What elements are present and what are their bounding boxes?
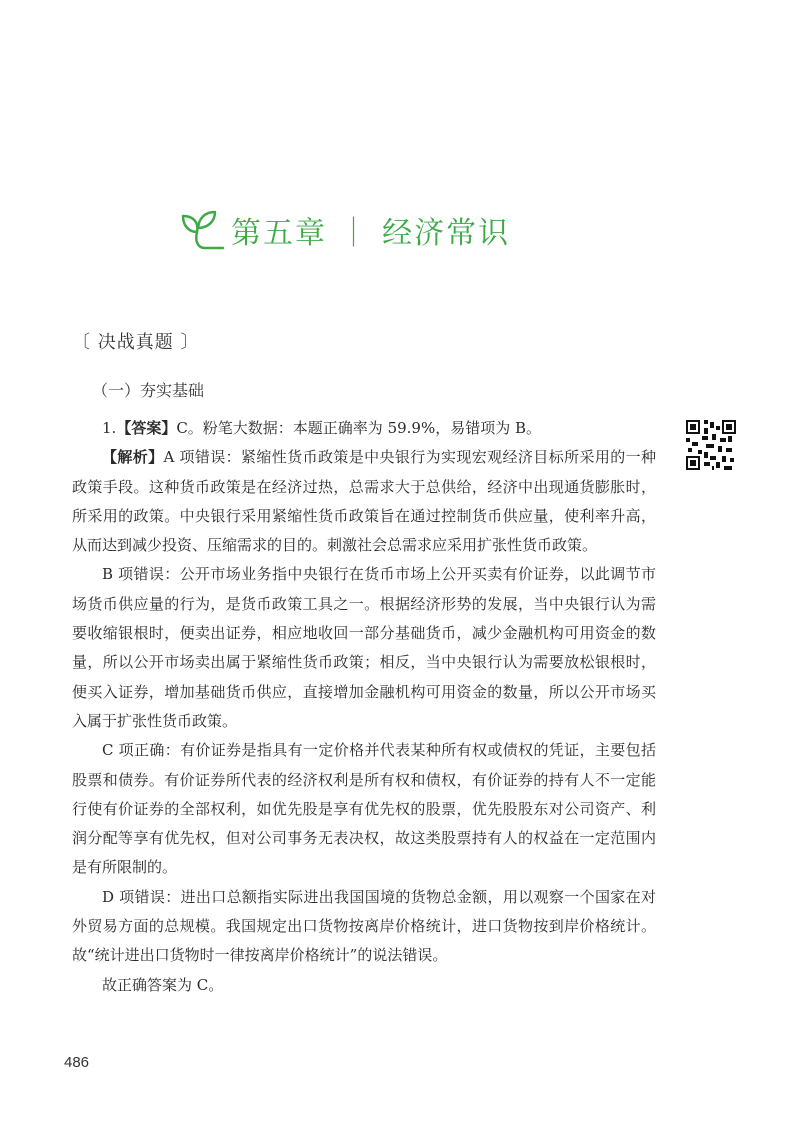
- analysis-paragraph-c: C 项正确：有价证券是指具有一定价格并代表某种所有权或债权的凭证，主要包括股票和债券。有价证券所代表的经济权利是所有权和债权，有价证券的持有人不一定能行使有价证券的全部权利，如优先股是享有优先权的股票，优先股股东对公司资产、利润分配等享有优先权，但对公司事务无表决权，故这类股票持有人的权益在一定范围内是有所限制的。: [72, 741, 656, 877]
- section-label: 〔 决战真题 〕: [72, 332, 200, 353]
- question-number: 1.: [102, 419, 117, 437]
- answer-text: C。粉笔大数据：本题正确率为 59.9%，易错项为 B。: [176, 419, 542, 437]
- sprout-icon: [175, 204, 227, 256]
- chapter-title: 第五章 ｜ 经济常识: [231, 216, 511, 251]
- analysis-text-a: A 项错误：紧缩性货币政策是中央银行为实现宏观经济目标所采用的一种政策手段。这种货币政策是在经济过热，总需求大于总供给，经济中出现通货膨胀时，所采用的政策。中央银行采用紧缩性货币政策旨在通过控制货币供应量，使利率升高，从而达到减少投资、压缩需求的目的。刺激社会总需求应采用扩张性货币政策。: [72, 448, 656, 555]
- answer-body: [72, 414, 656, 1000]
- qr-code-icon[interactable]: [686, 420, 736, 470]
- subsection-label: （一）夯实基础: [92, 381, 205, 400]
- chapter-header: [175, 200, 510, 260]
- analysis-paragraph-d: D 项错误：进出口总额指实际进出我国国境的货物总金额，用以观察一个国家在对外贸易方面的总规模。我国规定出口货物按离岸价格统计，进口货物按到岸价格统计。故“统计进出口货物时一律按离岸价格统计”的说法错误。: [72, 887, 656, 965]
- answer-tag: 【答案】: [116, 419, 177, 437]
- page-number: 486: [64, 1054, 90, 1071]
- answer-line: [72, 414, 656, 443]
- final-answer: 故正确答案为 C。: [102, 975, 224, 994]
- analysis-paragraph-a: [72, 443, 656, 560]
- analysis-paragraph-b: B 项错误：公开市场业务指中央银行在货币市场上公开买卖有价证券，以此调节市场货币供应量的行为，是货币政策工具之一。根据经济形势的发展，当中央银行认为需要收缩银根时，便卖出证券，相应地收回一部分基础货币，减少金融机构可用资金的数量，所以公开市场卖出属于紧缩性货币政策；相反，当中央银行认为需要放松银根时，便买入证券，增加基础货币供应，直接增加金融机构可用资金的数量，所以公开市场买入属于扩张性货币政策。: [72, 565, 656, 730]
- analysis-tag: 【解析】: [102, 448, 164, 467]
